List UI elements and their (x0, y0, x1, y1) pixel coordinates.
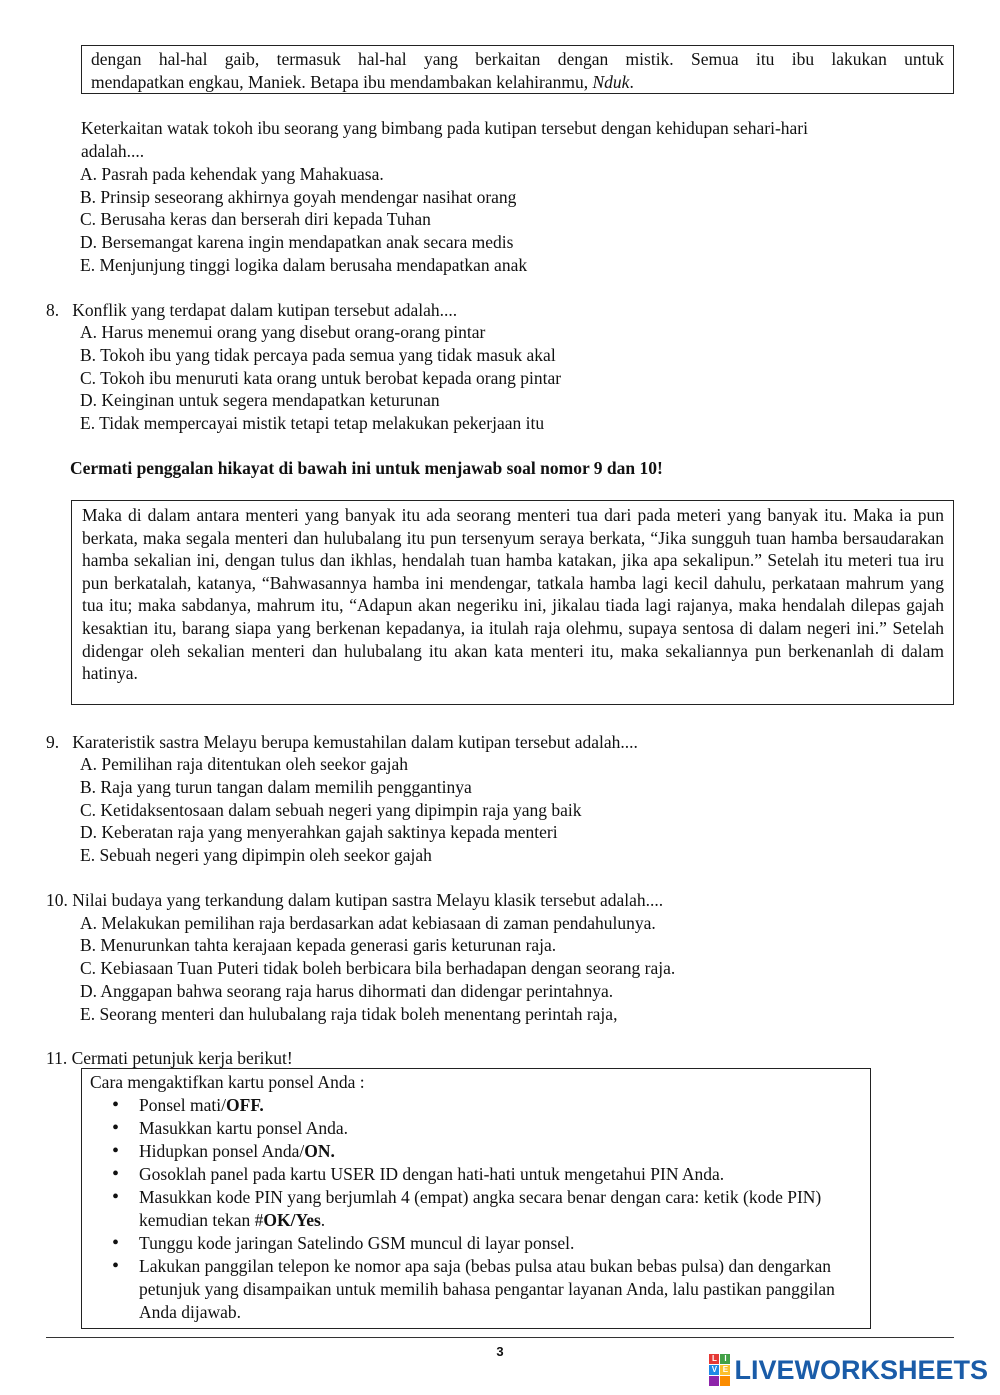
q9-option-b[interactable]: B. Raja yang turun tangan dalam memilih penggantinya (80, 777, 472, 797)
logo-grid-cell (720, 1376, 730, 1386)
top-excerpt-line2-italic: Nduk (592, 72, 630, 92)
q11-stem: 11. Cermati petunjuk kerja berikut! (46, 1048, 293, 1068)
instruction-9-10: Cermati penggalan hikayat di bawah ini untuk menjawab soal nomor 9 dan 10! (70, 458, 663, 478)
q11-step-4: • Gosoklah panel pada kartu USER ID dengan hati-hati untuk mengetahui PIN Anda. (90, 1163, 858, 1186)
top-excerpt-line2-end: . (629, 72, 634, 92)
q7-stem-line1: Keterkaitan watak tokoh ibu seorang yang bimbang pada kutipan tersebut dengan kehidupan sehari-hari (81, 118, 808, 138)
q11-step-6: • Tunggu kode jaringan Satelindo GSM muncul di layar ponsel. (90, 1232, 858, 1255)
q11-step-3-bold: ON. (304, 1141, 335, 1161)
q7-option-a[interactable]: A. Pasrah pada kehendak yang Mahakuasa. (80, 164, 384, 184)
logo-grid-icon (709, 1354, 730, 1386)
page-number: 3 (496, 1344, 504, 1359)
q10-option-e[interactable]: E. Seorang menteri dan hulubalang raja tidak boleh menentang perintah raja, (80, 1004, 618, 1024)
liveworksheets-logo[interactable] (709, 1354, 988, 1386)
q8-option-a[interactable]: A. Harus menemui orang yang disebut orang-orang pintar (80, 322, 486, 342)
q8-option-e[interactable]: E. Tidak mempercayai mistik tetapi tetap melakukan pekerjaan itu (80, 413, 545, 433)
q7-option-c[interactable]: C. Berusaha keras dan berserah diri kepada Tuhan (80, 209, 431, 229)
top-excerpt-line2 (91, 71, 944, 94)
q11-step-1 (90, 1094, 858, 1117)
q11-step-3-text: Hidupkan ponsel Anda/ (139, 1141, 305, 1161)
q9-option-d[interactable]: D. Keberatan raja yang menyerahkan gajah saktinya kepada menteri (80, 822, 558, 842)
q10-option-a[interactable]: A. Melakukan pemilihan raja berdasarkan adat kebiasaan di zaman pendahulunya. (80, 913, 656, 933)
logo-text: LIVEWORKSHEETS (734, 1354, 988, 1385)
q7-stem-line2: adalah.... (81, 141, 145, 161)
hikayat-text: Maka di dalam antara menteri yang banyak itu ada seorang menteri tua dari pada meteri yang banyak itu. Maka ia pun berkata, maka segala menteri dan hulubalang itu pun tersenyum seraya berkata, “Jika sungguh tuan hamba bersaudarakan hamba sekalian ini, dengan tulus dan ikhlas, hendalah tuan hamba katakan, jika apa sekalipun.” Setelah itu meteri tua iru pun berkatalah, katanya, “Bahwasannya hamba ini mendengar, tatkala hamba lagi kecil dahulu, perkataan mahrum yang tua itu; maka sabdanya, mahrum itu, “Adapun akan negeriku ini, jikalau tiada lagi rajanya, maka hendalah dilepas gajah kesaktian itu, barang siapa yang berkenan kepadanya, ia itulah raja olehmu, supaya sentosa di dalam negeri ini.” Setelah didengar oleh sekalian menteri dan hulubalang itu akan kata menteri itu, maka sekaliannya pun berkenanlah di dalam hatinya. (82, 505, 944, 684)
q7-option-b[interactable]: B. Prinsip seseorang akhirnya goyah mendengar nasihat orang (80, 187, 517, 207)
logo-grid-cell: L (709, 1354, 719, 1364)
q10-option-c[interactable]: C. Kebiasaan Tuan Puteri tidak boleh berbicara bila berhadapan dengan seorang raja. (80, 958, 676, 978)
q9-option-a[interactable]: A. Pemilihan raja ditentukan oleh seekor gajah (80, 754, 409, 774)
hikayat-box (71, 500, 954, 705)
q7-option-d[interactable]: D. Bersemangat karena ingin mendapatkan anak secara medis (80, 232, 514, 252)
q11-step-5 (90, 1186, 858, 1232)
q8-stem: 8. Konflik yang terdapat dalam kutipan tersebut adalah.... (46, 300, 458, 320)
q11-step-5-end: . (320, 1210, 326, 1230)
q8-option-b[interactable]: B. Tokoh ibu yang tidak percaya pada semua yang tidak masuk akal (80, 345, 556, 365)
logo-grid-cell: V (709, 1365, 719, 1375)
q11-step-3 (90, 1140, 858, 1163)
q11-instructions-box (81, 1068, 871, 1329)
q10-stem: 10. Nilai budaya yang terkandung dalam kutipan sastra Melayu klasik tersebut adalah.... (46, 890, 664, 910)
q11-step-5-bold: OK/Yes (263, 1210, 321, 1230)
footer-divider (46, 1337, 954, 1338)
q11-steps-list (90, 1094, 858, 1324)
logo-grid-cell (709, 1376, 719, 1386)
q11-step-2: • Masukkan kartu ponsel Anda. (90, 1117, 858, 1140)
q10-option-b[interactable]: B. Menurunkan tahta kerajaan kepada generasi garis keturunan raja. (80, 935, 557, 955)
logo-grid-cell: I (720, 1354, 730, 1364)
q11-step-5-text: Masukkan kode PIN yang berjumlah 4 (empat) angka secara benar dengan cara: ketik (kode PIN) kemudian tekan # (139, 1187, 822, 1230)
q10-option-d[interactable]: D. Anggapan bahwa seorang raja harus dihormati dan didengar perintahnya. (80, 981, 614, 1001)
q9-option-e[interactable]: E. Sebuah negeri yang dipimpin oleh seekor gajah (80, 845, 432, 865)
q11-step-7: • Lakukan panggilan telepon ke nomor apa saja (bebas pulsa atau bukan bebas pulsa) dan dengarkan petunjuk yang disampaikan untuk memilih bahasa pengantar layanan Anda, lalu pastikan panggilan Anda dijawab. (90, 1255, 858, 1324)
top-excerpt-line2-main: mendapatkan engkau, Maniek. Betapa ibu mendambakan kelahiranmu, (91, 72, 593, 92)
q9-option-c[interactable]: C. Ketidaksentosaan dalam sebuah negeri yang dipimpin raja yang baik (80, 800, 582, 820)
logo-grid-cell: E (720, 1365, 730, 1375)
q7-option-e[interactable]: E. Menjunjung tinggi logika dalam berusaha mendapatkan anak (80, 255, 528, 275)
q9-stem: 9. Karateristik sastra Melayu berupa kemustahilan dalam kutipan tersebut adalah.... (46, 732, 638, 752)
q8-option-d[interactable]: D. Keinginan untuk segera mendapatkan keturunan (80, 390, 440, 410)
q8-option-c[interactable]: C. Tokoh ibu menuruti kata orang untuk berobat kepada orang pintar (80, 368, 562, 388)
q11-box-title: Cara mengaktifkan kartu ponsel Anda : (90, 1072, 365, 1092)
top-excerpt-line1: dengan hal-hal gaib, termasuk hal-hal yang berkaitan dengan mistik. Semua itu ibu lakukan untuk (91, 49, 944, 69)
q11-step-1-bold: OFF. (226, 1095, 264, 1115)
q11-step-1-text: Ponsel mati/ (139, 1095, 227, 1115)
top-excerpt-box (81, 45, 954, 94)
